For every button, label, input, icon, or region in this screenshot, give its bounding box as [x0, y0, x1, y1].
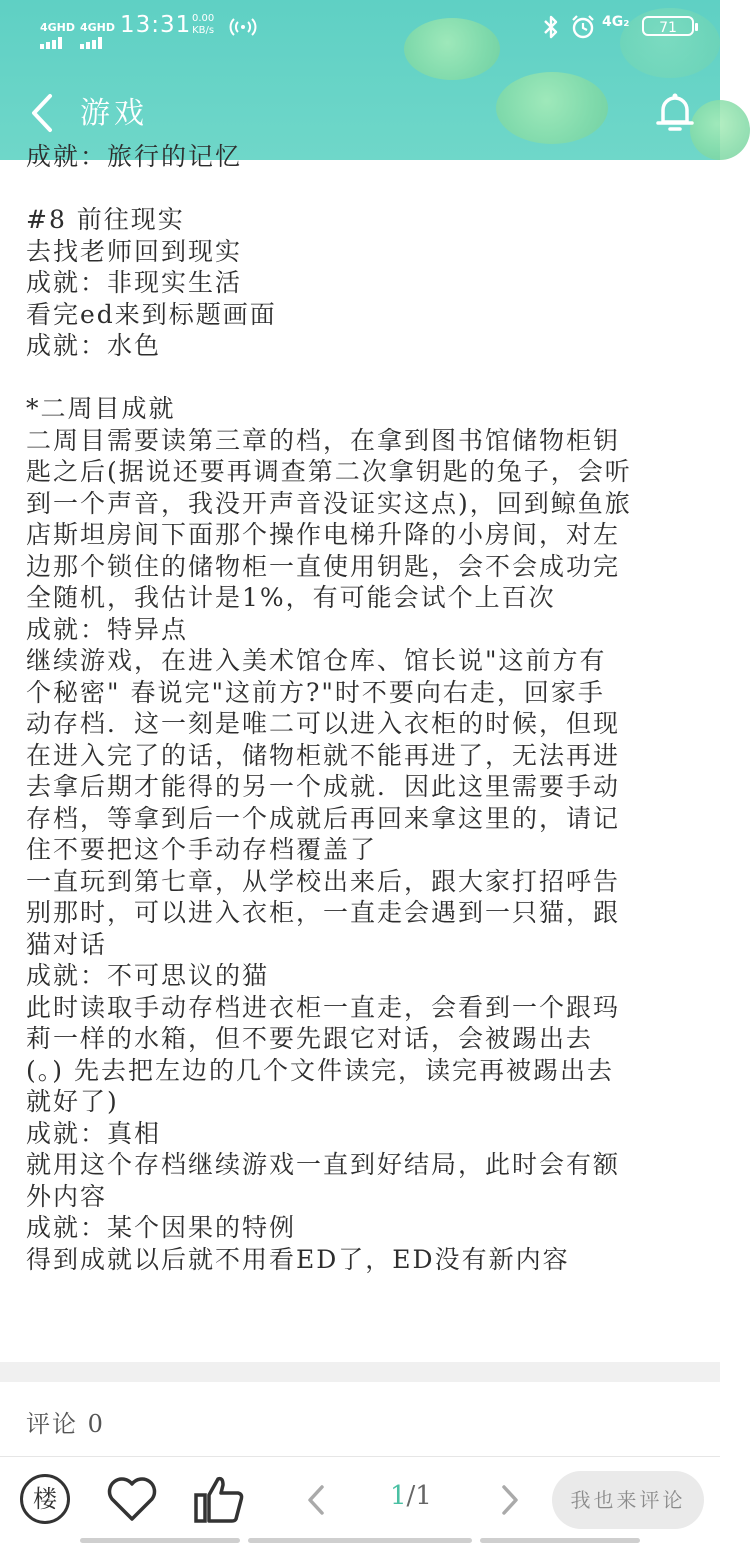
net-speed: [192, 13, 214, 37]
signal-1: [40, 12, 75, 49]
article-line: 匙之后(据说还要再调查第二次拿钥匙的兔子，会听: [26, 457, 632, 486]
back-button[interactable]: [22, 88, 62, 138]
blank-line: [26, 173, 696, 205]
article-line: 成就：旅行的记忆: [26, 142, 243, 171]
alarm-icon: [570, 14, 596, 40]
like-button[interactable]: [192, 1473, 246, 1531]
article-line: 住不要把这个手动存档覆盖了: [26, 835, 378, 864]
chevron-right-icon: [496, 1483, 522, 1517]
page-title: 游戏: [80, 96, 148, 131]
bluetooth-icon: [542, 14, 560, 40]
nav-gesture-bar: [80, 1538, 240, 1543]
article-line: 别那时，可以进入衣柜，一直走会遇到一只猫，跟: [26, 898, 621, 927]
network-label-2: 4GHD: [80, 21, 116, 34]
chevron-left-icon: [304, 1483, 330, 1517]
article-line: 此时读取手动存档进衣柜一直走，会看到一个跟玛: [26, 992, 621, 1022]
next-page-button[interactable]: [496, 1483, 522, 1521]
app-header: [0, 0, 720, 160]
article-line: 就用这个存档继续游戏一直到好结局，此时会有额: [26, 1150, 621, 1179]
article-line: 成就：特异点: [26, 614, 189, 644]
article-line: *二周目成就: [26, 394, 176, 423]
page-current: 1: [390, 1481, 407, 1511]
thumbs-up-icon: [192, 1473, 246, 1527]
article-line: 成就：某个因果的特例: [26, 1213, 297, 1242]
article-line: 二周目需要读第三章的档，在拿到图书馆储物柜钥: [26, 425, 621, 455]
article-line: 店斯坦房间下面那个操作电梯升降的小房间，对左: [26, 520, 621, 549]
article-line: 全随机，我估计是1%，有可能会试个上百次: [26, 583, 556, 612]
article-line: 一直玩到第七章，从学校出来后，跟大家打招呼告: [26, 866, 621, 896]
network-label-1: 4GHD: [40, 21, 76, 34]
bell-icon: [650, 88, 700, 138]
status-bar: [0, 0, 720, 54]
notification-button[interactable]: [650, 88, 700, 138]
signal-bars-icon: [40, 37, 75, 49]
article-line: 个秘密" 春说完"这前方?"时不要向右走，回家手: [26, 677, 605, 707]
blank-line: [26, 362, 696, 394]
article-line: 看完ed来到标题画面: [26, 299, 277, 329]
article-line: 猫对话: [26, 929, 108, 959]
article-body: [26, 142, 696, 1356]
article-line: 存档，等拿到后一个成就后再回来拿这里的，请记: [26, 803, 621, 833]
net-speed-unit: KB/s: [192, 25, 215, 36]
article-line: 成就：不可思议的猫: [26, 961, 270, 990]
article-line: 继续游戏，在进入美术馆仓库、馆长说"这前方有: [26, 646, 607, 675]
bottom-toolbar: [0, 1457, 720, 1544]
page-total: /1: [406, 1481, 432, 1511]
article-lines: [26, 141, 696, 1275]
signal-bars-icon: [80, 37, 115, 49]
article-line: 得到成就以后就不用看ED了，ED没有新内容: [26, 1244, 570, 1274]
nav-gesture-bar: [248, 1538, 472, 1543]
lily-pad-decoration: [496, 72, 608, 144]
chevron-left-icon: [22, 88, 62, 138]
clock: 13:31: [120, 12, 192, 38]
article-line: 去拿后期才能得的另一个成就．因此这里需要手动: [26, 772, 621, 801]
article-line: 就好了): [26, 1087, 119, 1116]
nav-gesture-bar: [480, 1538, 640, 1543]
article-line: 边那个锁住的储物柜一直使用钥匙，会不会成功完: [26, 551, 621, 581]
article-line: 莉一样的水箱，但不要先跟它对话，会被踢出去: [26, 1024, 594, 1053]
heart-icon: [106, 1475, 158, 1523]
article-line: 动存档．这一刻是唯二可以进入衣柜的时候，但现: [26, 709, 621, 738]
article-line: 外内容: [26, 1181, 108, 1211]
article-line: 成就：水色: [26, 331, 162, 360]
article-line: 到一个声音，我没开声音没证实这点)，回到鲸鱼旅: [26, 488, 632, 518]
prev-page-button[interactable]: [304, 1483, 330, 1521]
comment-count: 评论 0: [26, 1410, 105, 1438]
battery-icon: 71: [642, 16, 694, 36]
floor-button[interactable]: 楼: [20, 1474, 70, 1524]
article-line: (。) 先去把左边的几个文件读完，读完再被踢出去: [26, 1055, 614, 1085]
page-indicator: [390, 1481, 432, 1511]
write-comment-button[interactable]: 我也来评论: [552, 1471, 704, 1529]
signal-2: [80, 12, 115, 49]
article-line: 去找老师回到现实: [26, 236, 243, 266]
article-line: #8 前往现实: [26, 205, 185, 234]
section-divider: [0, 1362, 720, 1382]
net-type: 4G₂: [602, 14, 630, 30]
article-line: 成就：真相: [26, 1118, 162, 1148]
article-line: 成就：非现实生活: [26, 268, 243, 297]
article-line: 在进入完了的话，储物柜就不能再进了，无法再进: [26, 740, 621, 770]
net-speed-value: 0.00: [192, 13, 215, 24]
favorite-button[interactable]: [106, 1475, 158, 1527]
hotspot-icon: [232, 18, 254, 36]
